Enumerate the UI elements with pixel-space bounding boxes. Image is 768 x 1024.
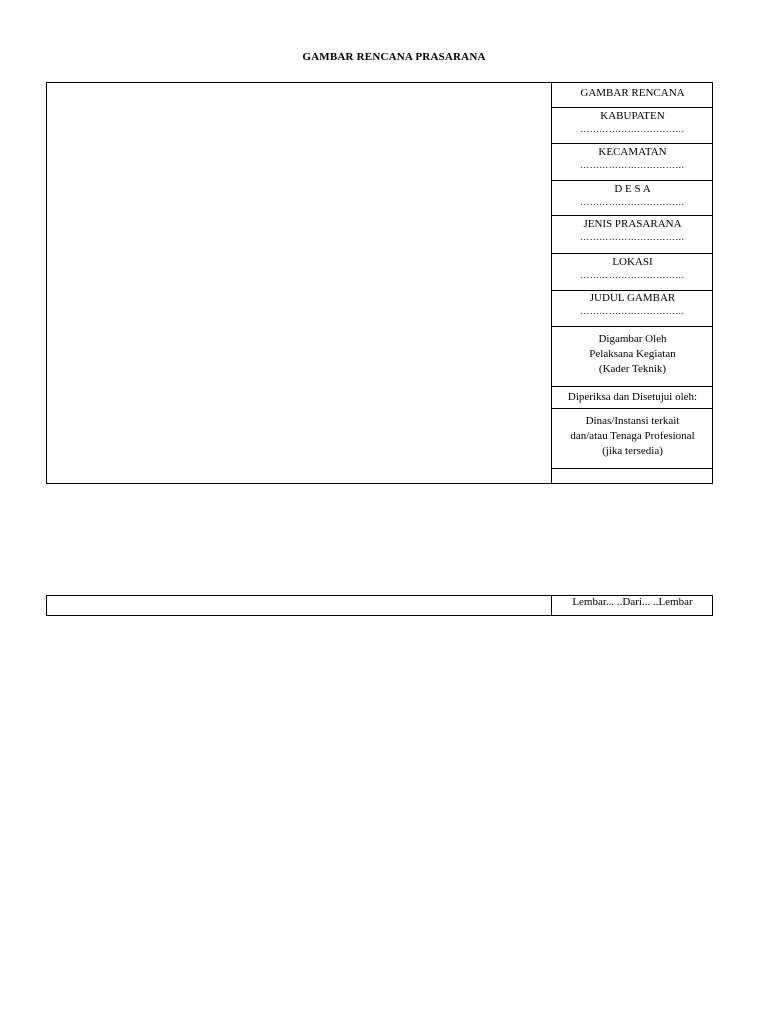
field-kecamatan-label: KECAMATAN [598, 146, 667, 158]
signature-blank-cell [552, 469, 713, 483]
field-jenis-prasarana [552, 216, 713, 254]
sheet-footer [46, 595, 713, 616]
drawing-area [47, 83, 552, 483]
field-judul-gambar-value: …………………………… [580, 306, 685, 316]
approver-line-2: dan/atau Tenaga Profesional [570, 430, 695, 442]
field-kecamatan-value: …………………………… [580, 160, 685, 170]
field-desa-value: …………………………… [580, 197, 685, 207]
approver-line-1: Dinas/Instansi terkait [585, 415, 680, 427]
field-jenis-prasarana-value: …………………………… [580, 232, 685, 242]
field-jenis-prasarana-label: JENIS PRASARANA [583, 218, 682, 230]
drawn-by-line-1: Digambar Oleh [598, 333, 667, 345]
field-kabupaten-label: KABUPATEN [600, 110, 665, 122]
field-judul-gambar-label: JUDUL GAMBAR [589, 292, 676, 304]
page-title: GAMBAR RENCANA PRASARANA [302, 51, 486, 63]
approver-cell [552, 409, 713, 469]
field-kabupaten [552, 108, 713, 144]
field-desa [552, 181, 713, 216]
title-block-header-label: GAMBAR RENCANA [580, 87, 685, 99]
field-lokasi [552, 254, 713, 291]
sheet-number: Lembar... ..Dari... ..Lembar [572, 596, 693, 608]
drawn-by-line-3: (Kader Teknik) [598, 363, 667, 375]
drawing-frame [46, 82, 713, 484]
checked-by-cell [552, 387, 713, 409]
drawn-by-line-2: Pelaksana Kegiatan [589, 348, 676, 360]
title-block-header [552, 83, 713, 108]
field-kabupaten-value: …………………………… [580, 124, 685, 134]
field-lokasi-value: …………………………… [580, 270, 685, 280]
approver-line-3: (jika tersedia) [602, 445, 663, 457]
checked-by-label: Diperiksa dan Disetujui oleh: [567, 391, 698, 403]
field-lokasi-label: LOKASI [612, 256, 653, 268]
footer-blank-cell [47, 596, 552, 615]
field-kecamatan [552, 144, 713, 181]
field-desa-label: D E S A [614, 183, 651, 195]
drawn-by-cell [552, 327, 713, 387]
field-judul-gambar [552, 291, 713, 327]
